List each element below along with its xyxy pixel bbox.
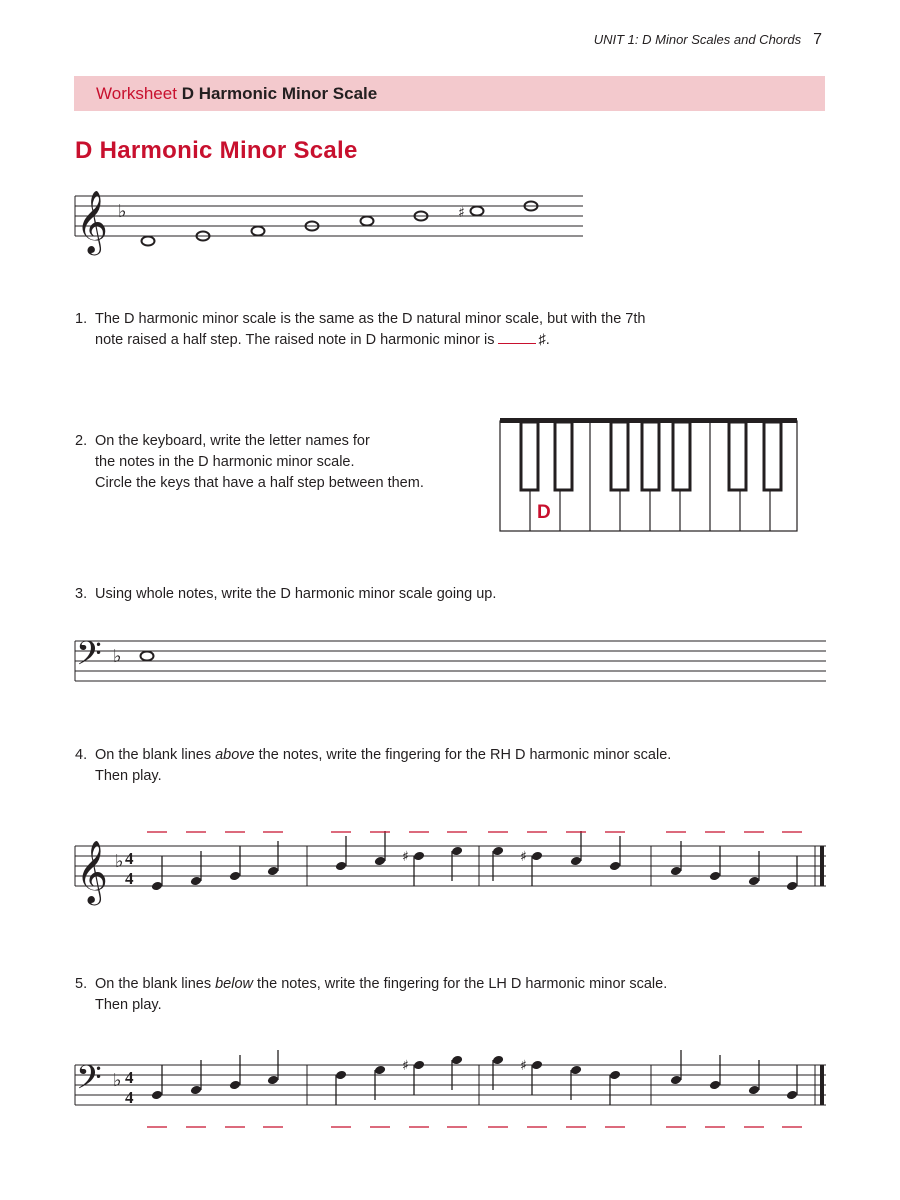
question-1-line-2: note raised a half step. The raised note in D harmonic minor is — [95, 332, 495, 348]
question-3-text: Using whole notes, write the D harmonic minor scale going up. — [95, 586, 497, 602]
question-number: 2. — [75, 433, 88, 449]
quarter-note — [709, 1080, 721, 1091]
quarter-note — [492, 1055, 504, 1066]
bass-clef: 𝄢 — [76, 635, 102, 681]
treble-clef: 𝄞 — [76, 840, 108, 903]
question-5-emphasis: below — [215, 976, 253, 992]
question-4-emphasis: above — [215, 747, 255, 763]
banner-heading: D Harmonic Minor Scale — [181, 84, 378, 103]
key-signature-flat: ♭ — [113, 1070, 122, 1091]
key-signature-flat: ♭ — [115, 851, 124, 872]
sharp-accidental: ♯ — [458, 205, 465, 221]
treble-clef: 𝄞 — [76, 190, 108, 253]
quarter-note — [570, 1065, 582, 1076]
time-signature-top: 4 — [125, 849, 134, 868]
section-title: D Harmonic Minor Scale — [75, 137, 358, 164]
quarter-note — [229, 1080, 241, 1091]
keyboard-label-d: D — [537, 502, 551, 523]
question-number: 1. — [75, 311, 88, 327]
question-4-text-after: the notes, write the fingering for the RH D harmonic minor scale. — [258, 747, 672, 763]
question-5-line-2: Then play. — [95, 997, 162, 1013]
quarter-note — [335, 1070, 347, 1081]
quarter-note — [413, 1060, 425, 1071]
question-4-text-before: On the blank lines — [95, 747, 212, 763]
question-number: 4. — [75, 747, 88, 763]
quarter-note — [267, 1075, 279, 1086]
sharp-accidental: ♯ — [402, 1058, 409, 1074]
lh-notes — [151, 1050, 798, 1105]
quarter-note — [151, 1090, 163, 1101]
quarter-note — [190, 1085, 202, 1096]
time-signature-top: 4 — [125, 1068, 134, 1087]
question-2-line-3: Circle the keys that have a half step between them. — [95, 475, 424, 491]
question-2-line-1: On the keyboard, write the letter names for — [95, 433, 370, 449]
question-5-text-after: the notes, write the fingering for the LH D harmonic minor scale. — [257, 976, 668, 992]
time-signature-bottom: 4 — [125, 869, 134, 888]
quarter-note — [609, 1070, 621, 1081]
quarter-note — [670, 1075, 682, 1086]
worksheet-label: Worksheet — [96, 84, 177, 103]
question-2-line-2: the notes in the D harmonic minor scale. — [95, 454, 355, 470]
question-1-line-2-end: ♯. — [538, 332, 550, 348]
unit-title: UNIT 1: D Minor Scales and Chords — [593, 32, 802, 47]
question-4-line-2: Then play. — [95, 768, 162, 784]
quarter-note — [786, 1090, 798, 1101]
quarter-note — [531, 1060, 543, 1071]
question-number: 3. — [75, 586, 88, 602]
question-1-line-1: The D harmonic minor scale is the same as the D natural minor scale, but with the 7th — [95, 311, 646, 327]
quarter-note — [374, 1065, 386, 1076]
time-signature-bottom: 4 — [125, 1088, 134, 1107]
question-number: 5. — [75, 976, 88, 992]
quarter-note — [748, 1085, 760, 1096]
bass-clef: 𝄢 — [76, 1059, 102, 1105]
key-signature-flat: ♭ — [118, 201, 127, 222]
final-barline — [820, 1065, 824, 1105]
page-number: 7 — [813, 31, 822, 48]
sharp-accidental: ♯ — [402, 849, 409, 865]
sharp-accidental: ♯ — [520, 849, 527, 865]
question-5-text-before: On the blank lines — [95, 976, 212, 992]
quarter-note — [451, 1055, 463, 1066]
key-signature-flat: ♭ — [113, 646, 122, 667]
sharp-accidental: ♯ — [520, 1058, 527, 1074]
